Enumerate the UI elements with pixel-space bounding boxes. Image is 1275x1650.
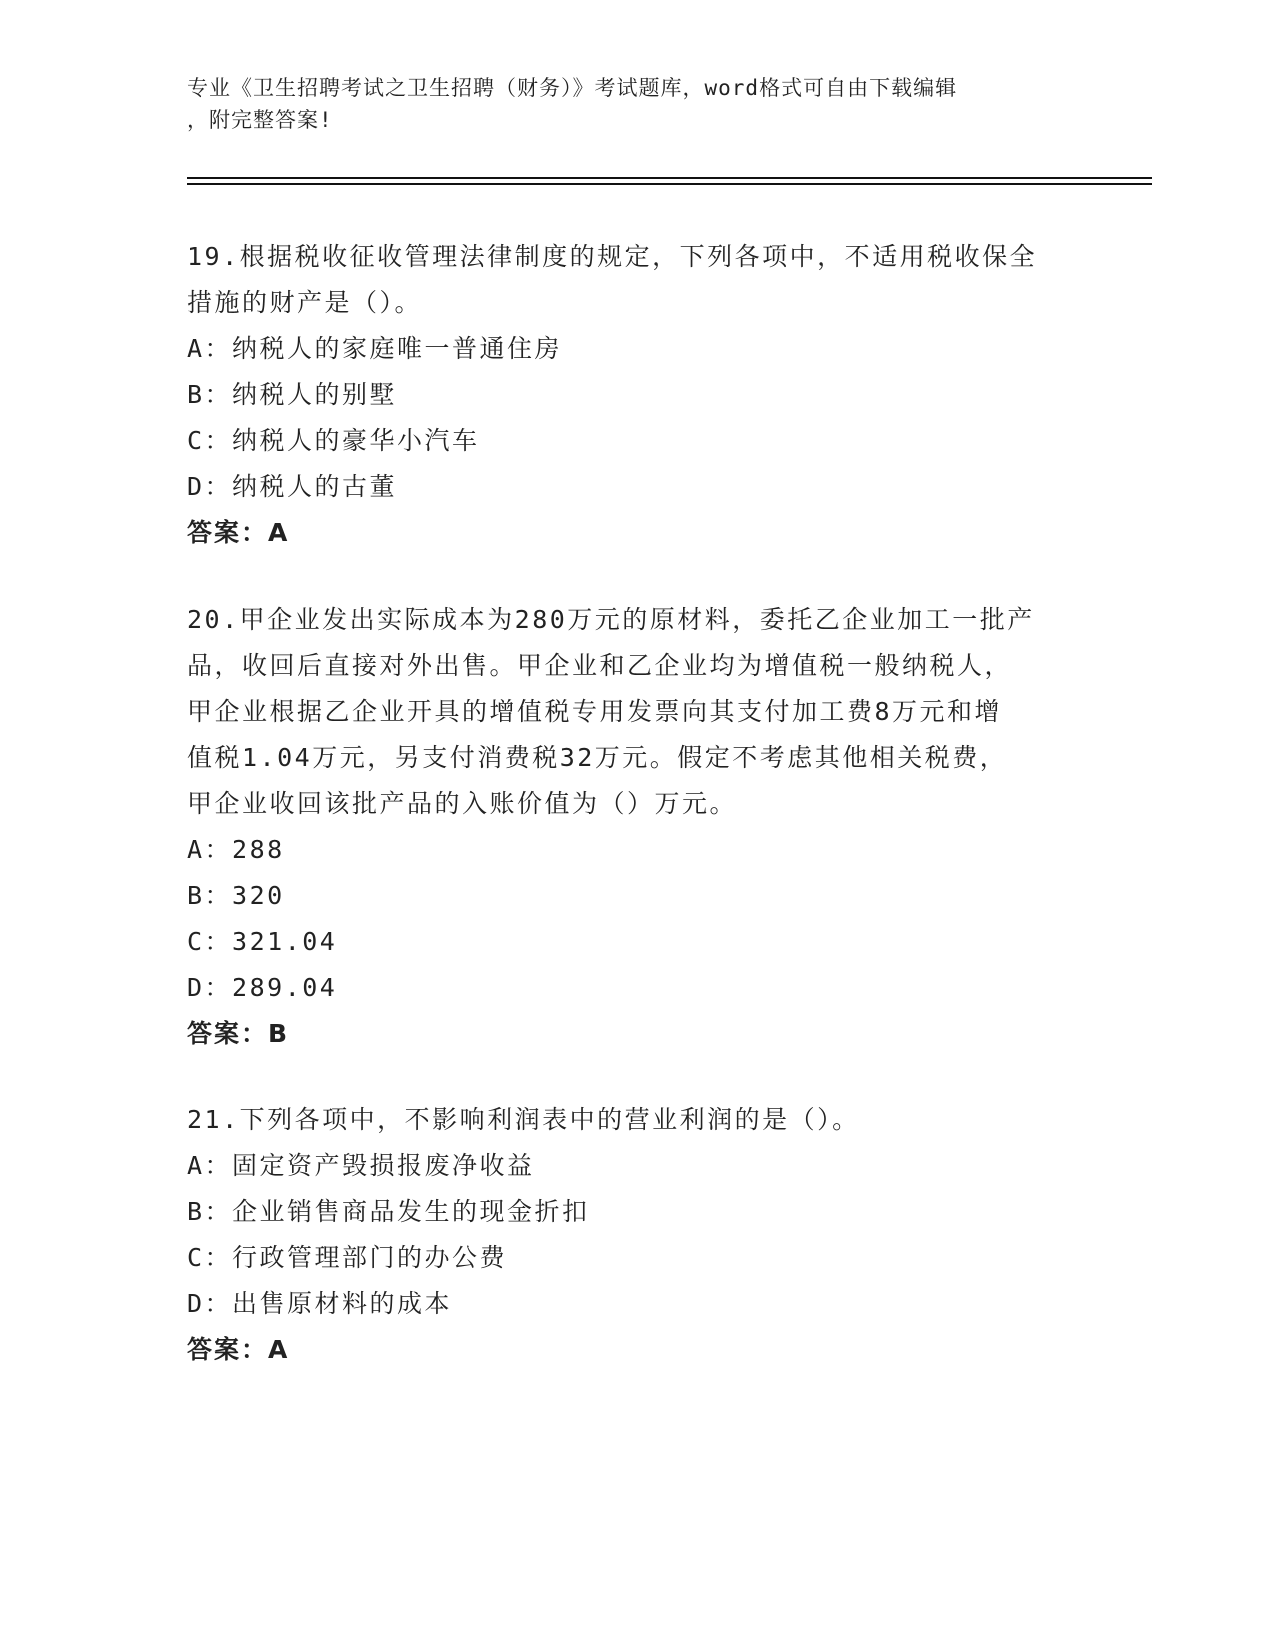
option-b: B：纳税人的别墅 <box>187 380 398 409</box>
question-stem-line: 21.下列各项中，不影响利润表中的营业利润的是（）。 <box>187 1105 860 1134</box>
answer-line: 答案：A <box>187 518 290 547</box>
question-stem-line: 19.根据税收征收管理法律制度的规定，下列各项中，不适用税收保全 <box>187 242 1038 271</box>
question-19 <box>187 234 1087 556</box>
header-line-1: 专业《卫生招聘考试之卫生招聘（财务）》考试题库，word格式可自由下载编辑 <box>187 76 958 100</box>
question-21 <box>187 1097 1087 1373</box>
document-header <box>187 72 1067 136</box>
option-c: C：纳税人的豪华小汽车 <box>187 426 480 455</box>
question-stem-line: 品，收回后直接对外出售。甲企业和乙企业均为增值税一般纳税人， <box>187 651 1013 680</box>
option-b: B：企业销售商品发生的现金折扣 <box>187 1197 590 1226</box>
question-stem-line: 20.甲企业发出实际成本为280万元的原材料，委托乙企业加工一批产 <box>187 605 1035 634</box>
option-d: D：289.04 <box>187 973 338 1002</box>
option-a: A：纳税人的家庭唯一普通住房 <box>187 334 563 363</box>
question-20 <box>187 597 1087 1057</box>
option-b: B：320 <box>187 881 285 910</box>
answer-line: 答案：B <box>187 1019 290 1048</box>
option-d: D：纳税人的古董 <box>187 472 398 501</box>
question-stem-line: 甲企业收回该批产品的入账价值为（）万元。 <box>187 789 738 818</box>
option-a: A：固定资产毁损报废净收益 <box>187 1151 535 1180</box>
header-divider-top <box>187 177 1152 179</box>
option-c: C：行政管理部门的办公费 <box>187 1243 508 1272</box>
question-stem-line: 值税1.04万元，另支付消费税32万元。假定不考虑其他相关税费， <box>187 743 1008 772</box>
option-c: C：321.04 <box>187 927 338 956</box>
option-a: A：288 <box>187 835 285 864</box>
answer-line: 答案：A <box>187 1335 290 1364</box>
question-stem-line: 措施的财产是（）。 <box>187 288 423 317</box>
question-stem-line: 甲企业根据乙企业开具的增值税专用发票向其支付加工费8万元和增 <box>187 697 1003 726</box>
option-d: D：出售原材料的成本 <box>187 1289 453 1318</box>
header-divider-bottom <box>187 183 1152 185</box>
header-line-2: ，附完整答案! <box>187 108 333 132</box>
